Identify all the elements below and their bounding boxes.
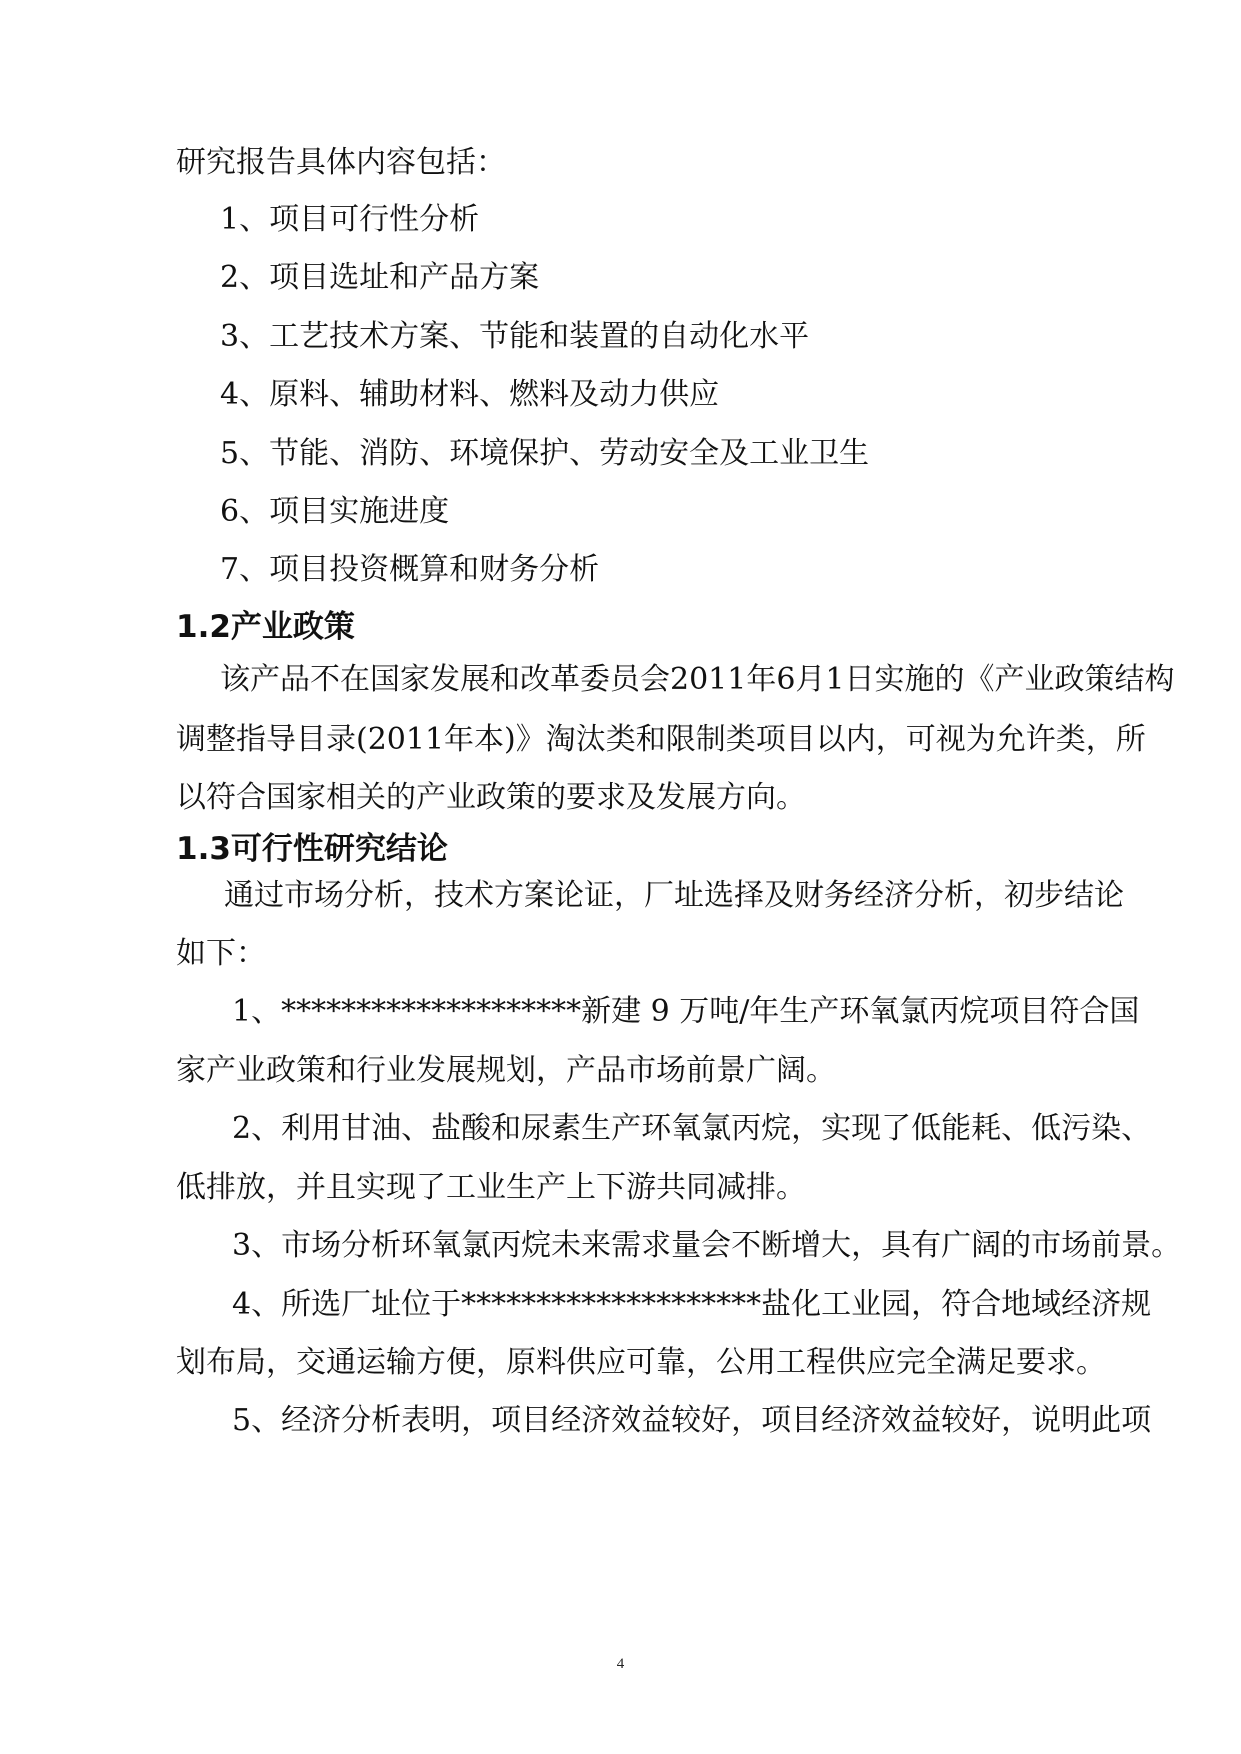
intro-text: 研究报告具体内容包括：: [176, 145, 506, 180]
contents-item-5: 5、节能、消防、环境保护、劳动安全及工业卫生: [220, 436, 870, 471]
conclusion-intro-line-1: 通过市场分析，技术方案论证，厂址选择及财务经济分析，初步结论: [224, 878, 1124, 913]
contents-item-2: 2、项目选址和产品方案: [220, 260, 540, 295]
conclusion-item-5-line-1: 5、经济分析表明，项目经济效益较好，项目经济效益较好，说明此项: [232, 1403, 1152, 1438]
conclusion-item-1-line-1: 1、********************新建 9 万吨/年生产环氧氯丙烷项目符合国: [232, 994, 1140, 1029]
conclusion-item-1-line-2: 家产业政策和行业发展规划，产品市场前景广阔。: [176, 1053, 836, 1088]
page-number: 4: [616, 1656, 625, 1672]
contents-item-1: 1、项目可行性分析: [220, 202, 480, 237]
contents-item-4: 4、原料、辅助材料、燃料及动力供应: [220, 377, 720, 412]
conclusion-item-4-line-1: 4、所选厂址位于********************盐化工业园，符合地域经济规: [232, 1287, 1152, 1322]
policy-paragraph-line-2: 调整指导目录(2011年本)》淘汰类和限制类项目以内，可视为允许类，所: [176, 722, 1146, 757]
contents-item-6: 6、项目实施进度: [220, 494, 450, 529]
conclusion-item-2-line-1: 2、利用甘油、盐酸和尿素生产环氧氯丙烷，实现了低能耗、低污染、: [232, 1111, 1152, 1146]
policy-paragraph-line-3: 以符合国家相关的产业政策的要求及发展方向。: [176, 780, 806, 815]
contents-item-7: 7、项目投资概算和财务分析: [220, 552, 600, 587]
conclusion-item-2-line-2: 低排放，并且实现了工业生产上下游共同减排。: [176, 1170, 806, 1205]
section-heading-feasibility-conclusion: 1.3可行性研究结论: [176, 831, 448, 867]
policy-paragraph-line-1: 该产品不在国家发展和改革委员会2011年6月1日实施的《产业政策结构: [220, 662, 1175, 697]
conclusion-intro-line-2: 如下：: [176, 936, 266, 971]
contents-item-3: 3、工艺技术方案、节能和装置的自动化水平: [220, 319, 810, 354]
section-heading-industry-policy: 1.2产业政策: [176, 609, 355, 645]
conclusion-item-4-line-2: 划布局，交通运输方便，原料供应可靠，公用工程供应完全满足要求。: [176, 1345, 1106, 1380]
conclusion-item-3: 3、市场分析环氧氯丙烷未来需求量会不断增大，具有广阔的市场前景。: [232, 1228, 1182, 1263]
